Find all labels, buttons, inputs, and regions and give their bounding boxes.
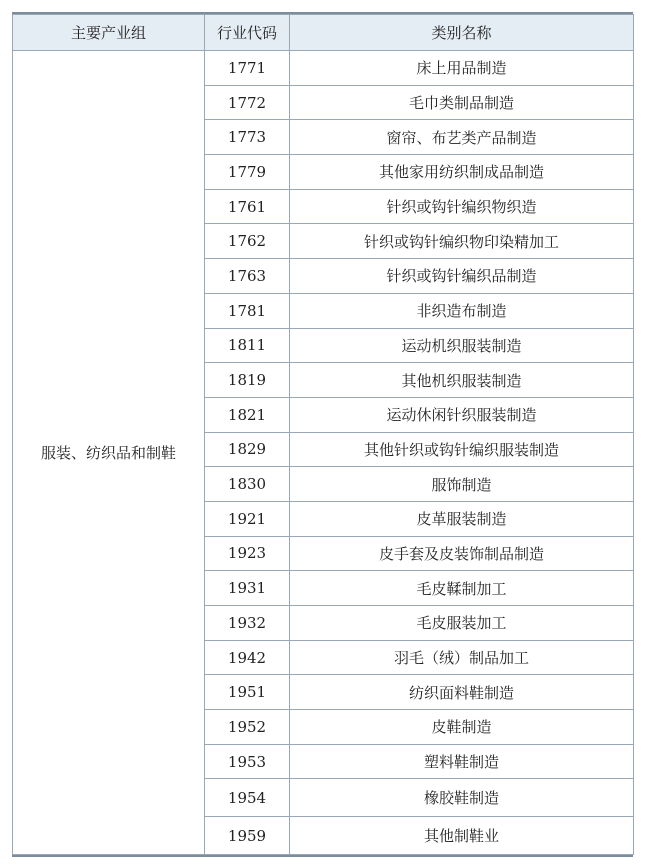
- category-name-cell: 纺织面料鞋制造: [290, 675, 634, 710]
- industry-code-cell: 1773: [205, 120, 290, 155]
- industry-code-cell: 1951: [205, 675, 290, 710]
- category-name-cell: 塑料鞋制造: [290, 744, 634, 779]
- category-name-cell: 非织造布制造: [290, 293, 634, 328]
- category-name-cell: 针织或钩针编织物印染精加工: [290, 224, 634, 259]
- industry-code-cell: 1819: [205, 363, 290, 398]
- category-name-cell: 其他机织服装制造: [290, 363, 634, 398]
- industry-code-cell: 1932: [205, 606, 290, 641]
- industry-code-cell: 1829: [205, 432, 290, 467]
- industry-code-cell: 1923: [205, 536, 290, 571]
- category-name-cell: 皮革服装制造: [290, 501, 634, 536]
- category-name-cell: 毛巾类制品制造: [290, 85, 634, 120]
- category-name-cell: 毛皮鞣制加工: [290, 571, 634, 606]
- category-name-cell: 其他针织或钩针编织服装制造: [290, 432, 634, 467]
- category-name-cell: 羽毛（绒）制品加工: [290, 640, 634, 675]
- category-name-cell: 其他制鞋业: [290, 817, 634, 855]
- category-name-cell: 毛皮服装加工: [290, 606, 634, 641]
- category-name-cell: 床上用品制造: [290, 51, 634, 86]
- industry-code-cell: 1771: [205, 51, 290, 86]
- industry-code-cell: 1952: [205, 710, 290, 745]
- category-name-cell: 皮鞋制造: [290, 710, 634, 745]
- industry-code-cell: 1761: [205, 189, 290, 224]
- category-name-cell: 窗帘、布艺类产品制造: [290, 120, 634, 155]
- category-name-cell: 针织或钩针编织物织造: [290, 189, 634, 224]
- industry-code-cell: 1959: [205, 817, 290, 855]
- industry-code-cell: 1763: [205, 259, 290, 294]
- industry-code-cell: 1811: [205, 328, 290, 363]
- category-name-cell: 皮手套及皮装饰制品制造: [290, 536, 634, 571]
- industry-classification-table: [12, 14, 634, 855]
- table-row: [13, 51, 634, 86]
- category-name-cell: 针织或钩针编织品制造: [290, 259, 634, 294]
- category-name-cell: 服饰制造: [290, 467, 634, 502]
- industry-group-cell: 服装、纺织品和制鞋: [13, 51, 205, 855]
- industry-code-cell: 1830: [205, 467, 290, 502]
- industry-code-cell: 1772: [205, 85, 290, 120]
- industry-table-container: [12, 12, 633, 857]
- industry-code-cell: 1953: [205, 744, 290, 779]
- industry-code-cell: 1921: [205, 501, 290, 536]
- header-row: [13, 15, 634, 51]
- table-frame: [12, 12, 633, 857]
- industry-code-cell: 1781: [205, 293, 290, 328]
- table-body: [13, 51, 634, 855]
- header-industry-group: 主要产业组: [13, 15, 205, 51]
- category-name-cell: 橡胶鞋制造: [290, 779, 634, 817]
- industry-code-cell: 1942: [205, 640, 290, 675]
- header-category-name: 类别名称: [290, 15, 634, 51]
- category-name-cell: 其他家用纺织制成品制造: [290, 155, 634, 190]
- industry-code-cell: 1762: [205, 224, 290, 259]
- header-industry-code: 行业代码: [205, 15, 290, 51]
- industry-code-cell: 1931: [205, 571, 290, 606]
- table-header: [13, 15, 634, 51]
- industry-code-cell: 1821: [205, 397, 290, 432]
- category-name-cell: 运动休闲针织服装制造: [290, 397, 634, 432]
- industry-code-cell: 1779: [205, 155, 290, 190]
- category-name-cell: 运动机织服装制造: [290, 328, 634, 363]
- industry-code-cell: 1954: [205, 779, 290, 817]
